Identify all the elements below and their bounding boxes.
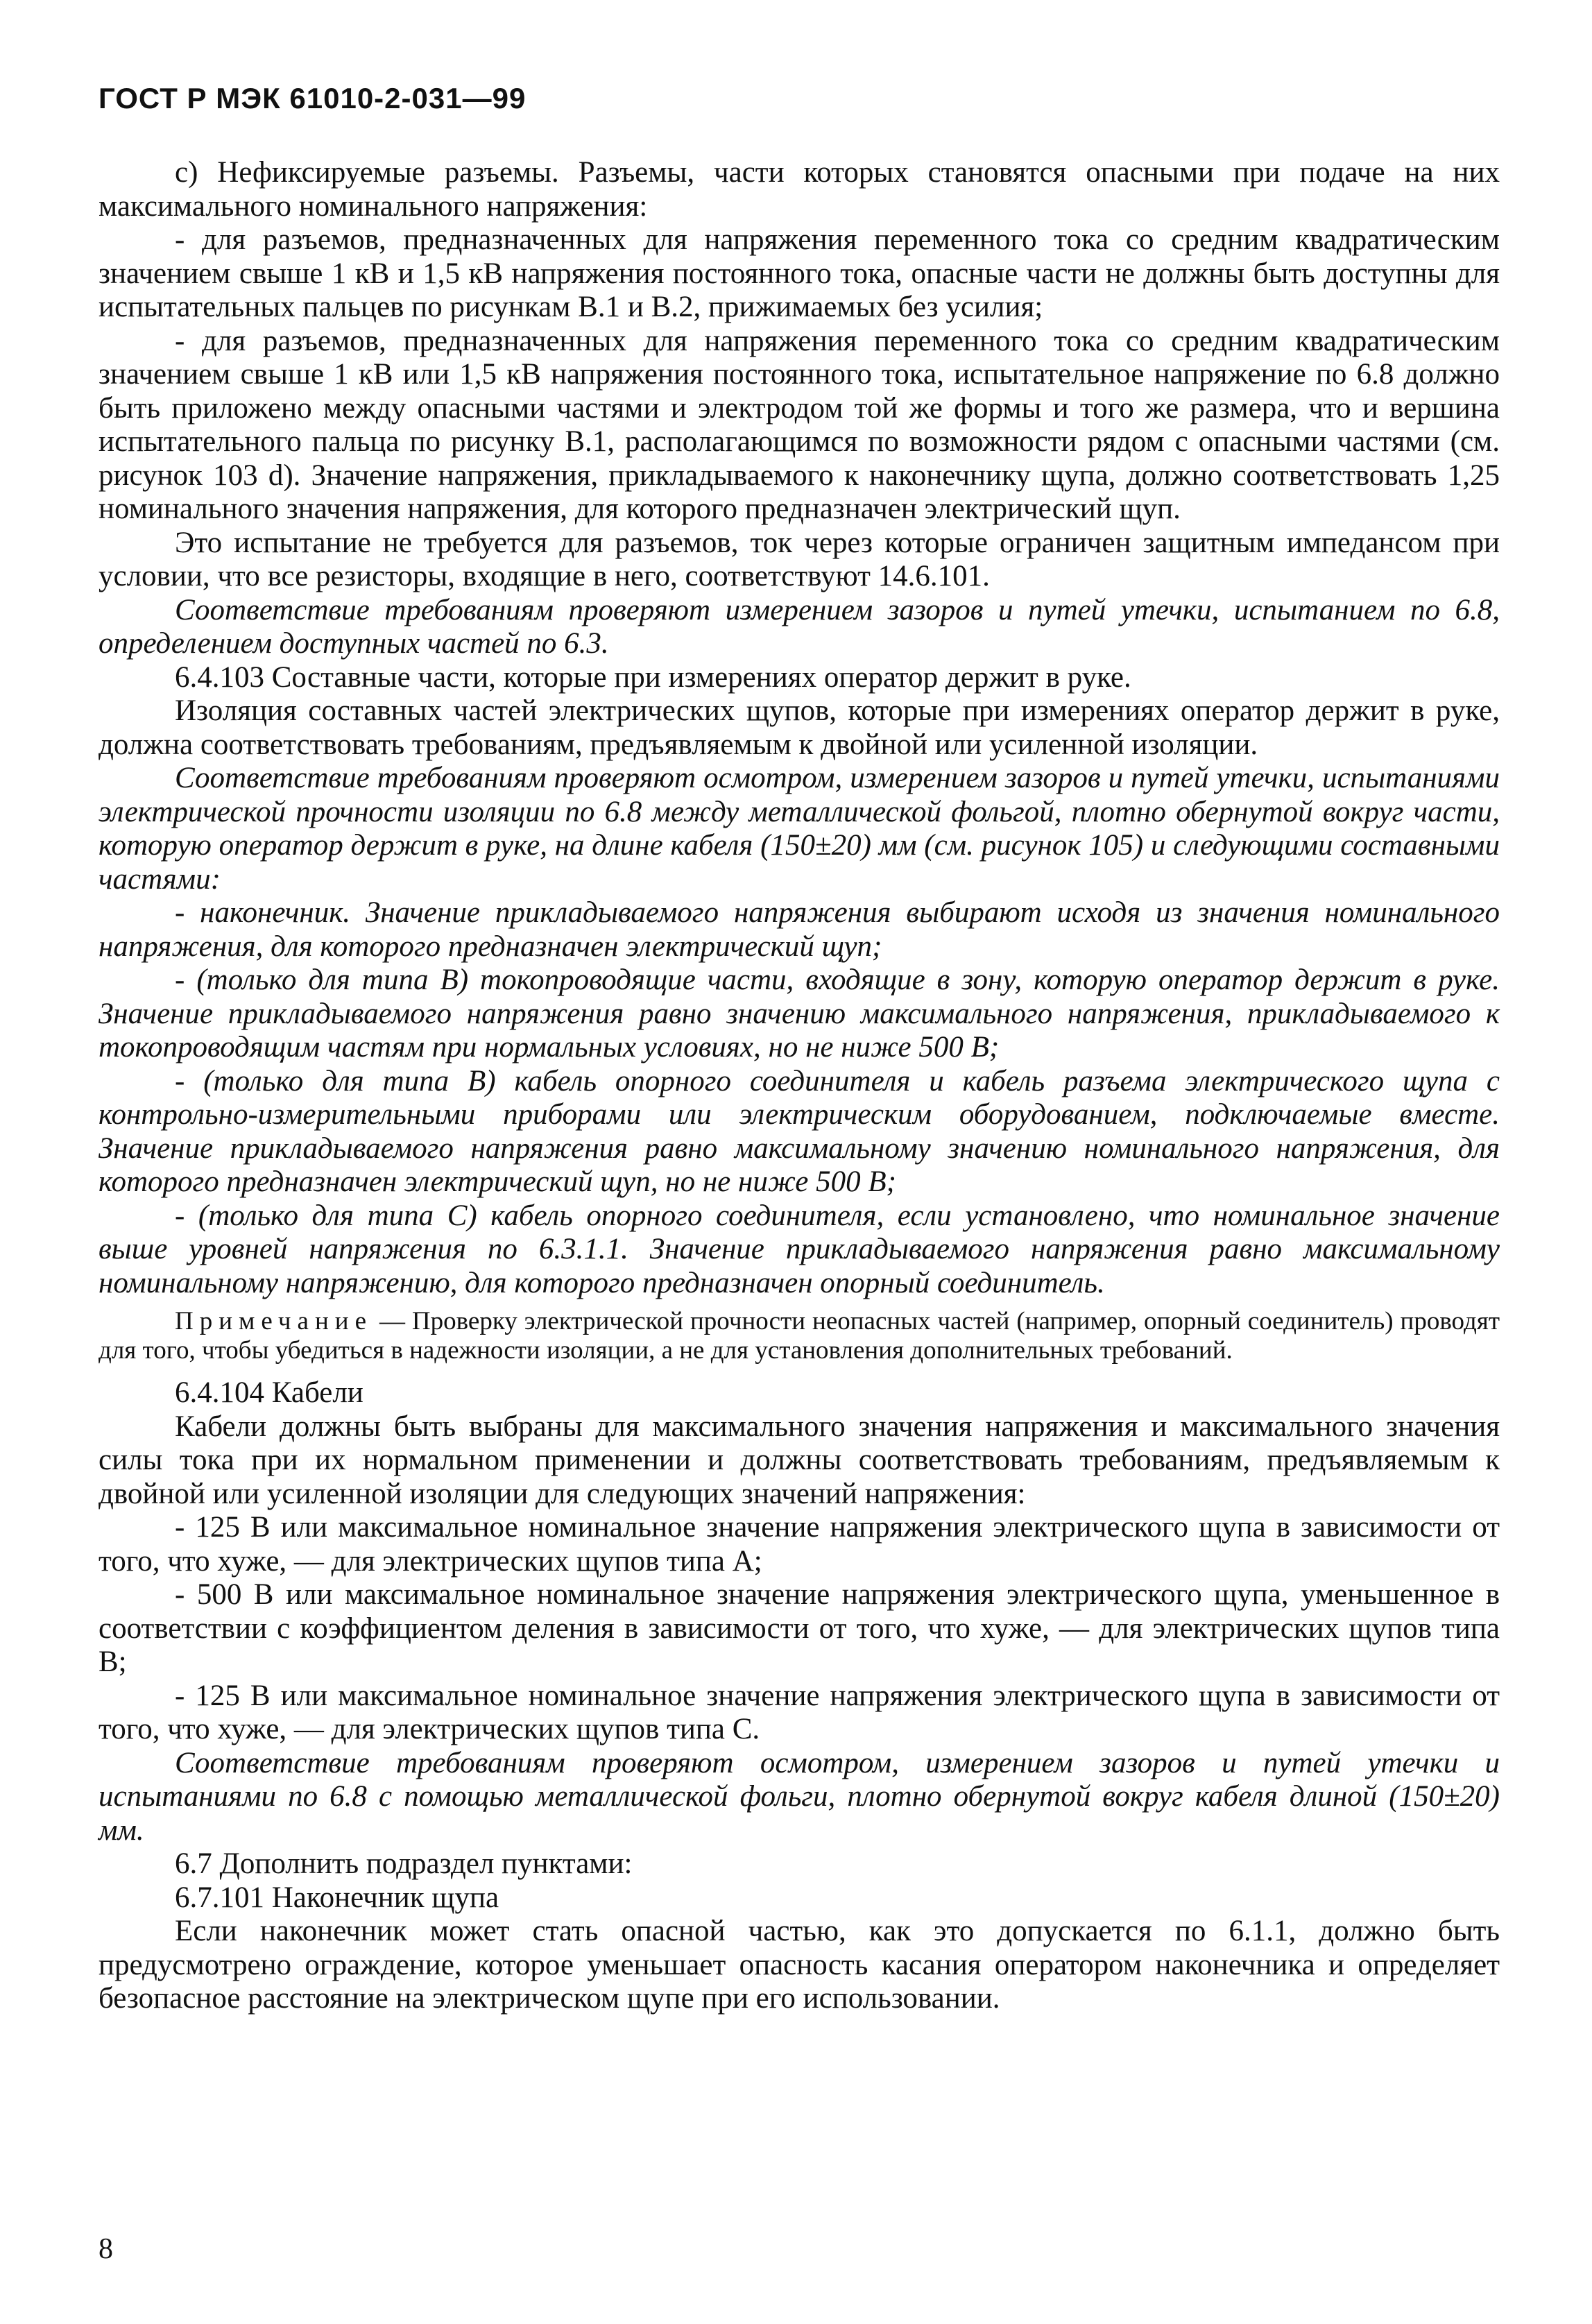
list-item: - для разъемов, предназначенных для напряжения переменного тока со средним квадратическим значением свыше 1 кВ или 1,5 кВ напряжения постоянного тока, испытательное напряжение по 6.8 должно быть приложено между опасными частями и электродом той же формы и того же размера, что и вершина испытательного пальца по рисунку В.1, располагающимся по возможности рядом с опасными частями (см. рисунок 103 d). Значение напряжения, прикладываемого к наконечнику щупа, должно соответствовать 1,25 номинального значения напряжения, для которого предназначен электрический щуп. <box>99 324 1500 525</box>
list-item: - наконечник. Значение прикладываемого напряжения выбирают исходя из значения номинального напряжения, для которого предназначен электрический щуп; <box>99 896 1500 963</box>
note-text: — Проверку электрической прочности неопасных частей (например, опорный соединитель) проводят для того, чтобы убедиться в надежности изоляции, а не для установления дополнительных требований. <box>99 1307 1500 1365</box>
section-heading: 6.7.101 Наконечник щупа <box>175 1881 499 1914</box>
section-heading: 6.4.103 Составные части, которые при измерениях оператор держит в руке. <box>175 660 1131 694</box>
paragraph: с) Нефиксируемые разъемы. Разъемы, части которых становятся опасными при подаче на них максимального номинального напряжения: <box>99 156 1500 223</box>
section-heading: 6.4.104 Кабели <box>175 1376 363 1409</box>
list-item: - (только для типа С) кабель опорного соединителя, если установлено, что номинальное значение выше уровней напряжения по 6.3.1.1. Значение прикладываемого напряжения равно максимальному номинальному напряжению, для которого предназначен опорный соединитель. <box>99 1199 1500 1299</box>
paragraph: Изоляция составных частей электрических щупов, которые при измерениях оператор держит в руке, должна соответствовать требованиям, предъявляемым к двойной или усиленной изоляции. <box>99 694 1500 761</box>
compliance-text: Соответствие требованиям проверяют измерением зазоров и путей утечки, испытанием по 6.8, определением доступных частей по 6.3. <box>99 593 1500 660</box>
note <box>99 1307 1500 1365</box>
compliance-text: Соответствие требованиям проверяют осмотром, измерением зазоров и путей утечки и испытаниями по 6.8 с помощью металлической фольги, плотно обернутой вокруг кабеля длиной (150±20) мм. <box>99 1746 1500 1847</box>
list-item: - (только для типа В) токопроводящие части, входящие в зону, которую оператор держит в руке. Значение прикладываемого напряжения равно значению максимального напряжения, прикладываемого к токопроводящим частям при нормальных условиях, но не ниже 500 В; <box>99 964 1500 1063</box>
section-heading: 6.7 Дополнить подраздел пунктами: <box>175 1847 633 1880</box>
list-item: - 500 В или максимальное номинальное значение напряжения электрического щупа, уменьшенное в соответствии с коэффициентом деления в зависимости от того, что хуже, — для электрических щупов типа В; <box>99 1578 1500 1678</box>
list-item: - 125 В или максимальное номинальное значение напряжения электрического щупа в зависимости от того, что хуже, — для электрических щупов типа А; <box>99 1511 1500 1578</box>
page-number: 8 <box>99 2233 113 2265</box>
document-header: ГОСТ Р МЭК 61010-2-031—99 <box>99 82 527 114</box>
compliance-text: Соответствие требованиям проверяют осмотром, измерением зазоров и путей утечки, испытаниями электрической прочности изоляции по 6.8 между металлической фольгой, плотно обернутой вокруг части, которую оператор держит в руке, на длине кабеля (150±20) мм (см. рисунок 105) и следующими составными частями: <box>99 762 1500 896</box>
list-item: - (только для типа В) кабель опорного соединителя и кабель разъема электрического щупа с контрольно-измерительными приборами или электрическим оборудованием, подключаемые вместе. Значение прикладываемого напряжения равно максимальному значению номинального напряжения, для которого предназначен электрический щуп, но не ниже 500 В; <box>99 1064 1500 1198</box>
paragraph: Кабели должны быть выбраны для максимального значения напряжения и максимального значения силы тока при их нормальном применении и должны соответствовать требованиям, предъявляемым к двойной или усиленной изоляции для следующих значений напряжения: <box>99 1410 1500 1510</box>
paragraph: Это испытание не требуется для разъемов, ток через которые ограничен защитным импедансом при условии, что все резисторы, входящие в него, соответствуют 14.6.101. <box>99 526 1500 592</box>
paragraph: Если наконечник может стать опасной частью, как это допускается по 6.1.1, должно быть предусмотрено ограждение, которое уменьшает опасность касания оператором наконечника и определяет безопасное расстояние на электрическом щупе при его использовании. <box>99 1915 1500 2015</box>
list-item: - для разъемов, предназначенных для напряжения переменного тока со средним квадратическим значением свыше 1 кВ и 1,5 кВ напряжения постоянного тока, опасные части не должны быть доступны для испытательных пальцев по рисункам В.1 и В.2, прижимаемых без усилия; <box>99 223 1500 323</box>
list-item: - 125 В или максимальное номинальное значение напряжения электрического щупа в зависимости от того, что хуже, — для электрических щупов типа С. <box>99 1679 1500 1745</box>
note-label: Примечание <box>175 1307 373 1335</box>
document-body <box>99 156 1500 2016</box>
